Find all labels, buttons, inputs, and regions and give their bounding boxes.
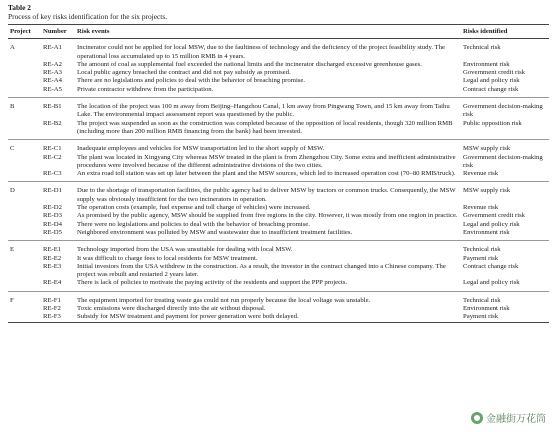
cell-project: F bbox=[10, 296, 14, 304]
cell-event: The plant was located in Xingyang City whereas MSW treated in the plant is from Zhengzhou City. Some extra and inefficient administrative procedures were involved because of the different administrative divisions of the two cities. bbox=[77, 153, 456, 169]
cell-number: RE-D5 bbox=[41, 229, 75, 241]
table-row bbox=[8, 140, 549, 154]
table-row bbox=[8, 313, 549, 322]
cell-risk: Payment risk bbox=[461, 313, 549, 322]
cell-number: RE-D3 bbox=[43, 212, 62, 220]
table-row bbox=[8, 221, 549, 229]
table-row bbox=[8, 229, 549, 241]
table-row bbox=[8, 255, 549, 263]
cell-number: RE-B2 bbox=[41, 120, 75, 140]
cell-event: As promised by the public agency, MSW should be supplied from five regions in the city. However, it was mostly from one region in practice. bbox=[77, 212, 458, 220]
cell-number: RE-F1 bbox=[43, 296, 61, 304]
cell-event: The operation costs (example, fuel expense and toll charge of vehicles) were increased. bbox=[77, 204, 311, 212]
cell-project: C bbox=[10, 145, 15, 153]
cell-number: RE-E1 bbox=[43, 246, 62, 254]
cell-risk: Legal and policy risk bbox=[463, 220, 520, 228]
cell-project bbox=[8, 255, 41, 263]
cell-risk: MSW supply risk bbox=[463, 187, 511, 195]
cell-number: RE-C1 bbox=[43, 145, 62, 153]
cell-project bbox=[8, 305, 41, 313]
cell-number: RE-A3 bbox=[43, 69, 62, 77]
table-row bbox=[8, 86, 549, 98]
cell-risk: Technical risk bbox=[463, 44, 501, 52]
table-row bbox=[8, 204, 549, 212]
cell-number: RE-C3 bbox=[41, 170, 75, 182]
cell-event: There were no legislations and policies to deal with the behavior of breaching promise. bbox=[77, 220, 310, 228]
cell-number: RE-E3 bbox=[43, 262, 62, 270]
cell-risk: Contract change risk bbox=[461, 86, 549, 98]
cell-event: An extra road toll station was set up later between the plant and the MSW sources, which led to increased operation cost (70–80 RMB/truck). bbox=[75, 170, 461, 182]
cell-event: Neighbored environment was polluted by MSW and wastewater due to insufficient treatment facilities. bbox=[75, 229, 461, 241]
cell-event: Inadequate employees and vehicles for MSW transportation led to the short supply of MSW. bbox=[77, 145, 325, 153]
cell-risk: Environment risk bbox=[463, 60, 510, 68]
cell-project bbox=[8, 170, 41, 182]
table-row bbox=[8, 263, 549, 280]
wechat-icon bbox=[471, 412, 483, 424]
cell-number: RE-C2 bbox=[43, 153, 62, 161]
cell-risk: MSW supply risk bbox=[463, 145, 511, 153]
table-caption: Process of key risks identification for the six projects. bbox=[8, 12, 168, 21]
cell-project bbox=[8, 212, 41, 220]
cell-event: Incinerator could not be applied for local MSW, due to the faultiness of technology and the deficiency of the project feasibility study. The operational loss accumulated up to 15 million RMB in 4 years. bbox=[77, 44, 446, 60]
cell-event: Toxic emissions were discharged directly into the air without disposal. bbox=[77, 305, 266, 313]
cell-number: RE-D1 bbox=[43, 187, 62, 195]
cell-project bbox=[8, 221, 41, 229]
cell-event: The location of the project was 100 m away from Beijing–Hangzhou Canal, 1 km away from Pingwang Town, and 15 km away from Taihu Lake. The environmental impact assessment report was questioned by the public. bbox=[77, 103, 450, 119]
watermark-text: 金融街万花筒 bbox=[486, 414, 546, 425]
cell-event: Initial investors from the USA withdrew in the construction. As a result, the investor in the contract changed into a Chinese company. The project was rebuilt and restarted 2 years later. bbox=[77, 262, 446, 279]
cell-risk: Government decision-making risk bbox=[463, 153, 543, 169]
cell-event: The equipment imported for treating waste gas could not run properly because the local voltage was unstable. bbox=[77, 296, 371, 304]
cell-event: Subsidy for MSW treatment and payment for power generation were both delayed. bbox=[75, 313, 461, 322]
cell-risk: Technical risk bbox=[463, 296, 501, 304]
cell-risk: Revenue risk bbox=[463, 204, 499, 212]
watermark bbox=[468, 409, 549, 426]
table-row bbox=[8, 279, 549, 291]
cell-project bbox=[8, 204, 41, 212]
cell-project bbox=[8, 229, 41, 241]
cell-event: The amount of coal as supplemental fuel exceeded the national limits and the incinerator discharged excessive greenhouse gases. bbox=[77, 60, 422, 68]
cell-project bbox=[8, 61, 41, 69]
cell-risk: Technical risk bbox=[463, 246, 501, 254]
cell-project: D bbox=[10, 187, 15, 195]
cell-number: RE-A4 bbox=[43, 77, 62, 85]
cell-number: RE-F2 bbox=[43, 305, 61, 313]
cell-project bbox=[8, 313, 41, 322]
cell-number: RE-D2 bbox=[43, 204, 62, 212]
cell-number: RE-D4 bbox=[43, 220, 62, 228]
cell-risk: Revenue risk bbox=[461, 170, 549, 182]
cell-event: Technology imported from the USA was unsuitable for dealing with local MSW. bbox=[77, 246, 293, 254]
cell-project bbox=[8, 69, 41, 77]
cell-number: RE-B1 bbox=[43, 103, 62, 111]
table-label: Table 2 bbox=[8, 3, 31, 12]
table-row bbox=[8, 182, 549, 204]
header-risk-events: Risk events bbox=[75, 25, 461, 39]
cell-project bbox=[8, 154, 41, 171]
cell-risk: Environment risk bbox=[463, 305, 510, 313]
header-risks-identified: Risks identified bbox=[461, 25, 549, 39]
cell-number: RE-E4 bbox=[41, 279, 75, 291]
table-row bbox=[8, 291, 549, 305]
risk-table bbox=[8, 24, 549, 323]
cell-event: There is lack of policies to motivate the paying activity of the residents and support the PPP projects. bbox=[75, 279, 461, 291]
cell-number: RE-F3 bbox=[41, 313, 75, 322]
table-row bbox=[8, 212, 549, 220]
cell-project bbox=[8, 86, 41, 98]
cell-risk: Government credit risk bbox=[463, 69, 526, 77]
cell-project: E bbox=[10, 246, 15, 254]
cell-risk: Contract change risk bbox=[463, 262, 519, 270]
cell-risk: Public opposition risk bbox=[461, 120, 549, 140]
cell-project bbox=[8, 279, 41, 291]
cell-project: B bbox=[10, 103, 15, 111]
cell-event: There are no legislations and policies to deal with the behavior of breaching promise. bbox=[77, 77, 306, 85]
cell-risk: Environment risk bbox=[461, 229, 549, 241]
cell-number: RE-E2 bbox=[43, 254, 62, 262]
cell-risk: Legal and policy risk bbox=[463, 77, 520, 85]
cell-risk: Payment risk bbox=[463, 254, 499, 262]
header-project: Project bbox=[8, 25, 41, 39]
table-row bbox=[8, 39, 549, 61]
table-row bbox=[8, 154, 549, 171]
cell-event: The project was suspended as soon as the construction was completed because of the opposition of local residents, though 320 million RMB (including more than 200 million RMB financing from the bank) had been invested. bbox=[75, 120, 461, 140]
cell-project bbox=[8, 77, 41, 85]
table-row bbox=[8, 69, 549, 77]
cell-number: RE-A1 bbox=[43, 44, 62, 52]
cell-event: Due to the shortage of transportation facilities, the public agency had to deliver MSW by tractors or common trucks. Consequently, the MSW supply was obviously insufficient for the two incinerators in operation. bbox=[77, 187, 456, 203]
cell-project bbox=[8, 120, 41, 140]
cell-event: Local public agency breached the contract and did not pay subsidy as promised. bbox=[77, 69, 291, 77]
cell-risk: Legal and policy risk bbox=[461, 279, 549, 291]
cell-risk: Government credit risk bbox=[463, 212, 526, 220]
table-row bbox=[8, 77, 549, 85]
header-row bbox=[8, 25, 549, 39]
cell-event: It was difficult to charge fees to local residents for MSW treatment. bbox=[77, 254, 258, 262]
cell-project: A bbox=[10, 44, 15, 52]
cell-event: Private contractor withdrew from the participation. bbox=[75, 86, 461, 98]
cell-project bbox=[8, 263, 41, 280]
table-row bbox=[8, 305, 549, 313]
cell-number: RE-A5 bbox=[41, 86, 75, 98]
cell-risk: Government decision-making risk bbox=[463, 103, 543, 119]
table-row bbox=[8, 120, 549, 140]
header-number: Number bbox=[41, 25, 75, 39]
table-row bbox=[8, 241, 549, 255]
cell-number: RE-A2 bbox=[43, 60, 62, 68]
table-row bbox=[8, 170, 549, 182]
table-row bbox=[8, 98, 549, 120]
table-row bbox=[8, 61, 549, 69]
